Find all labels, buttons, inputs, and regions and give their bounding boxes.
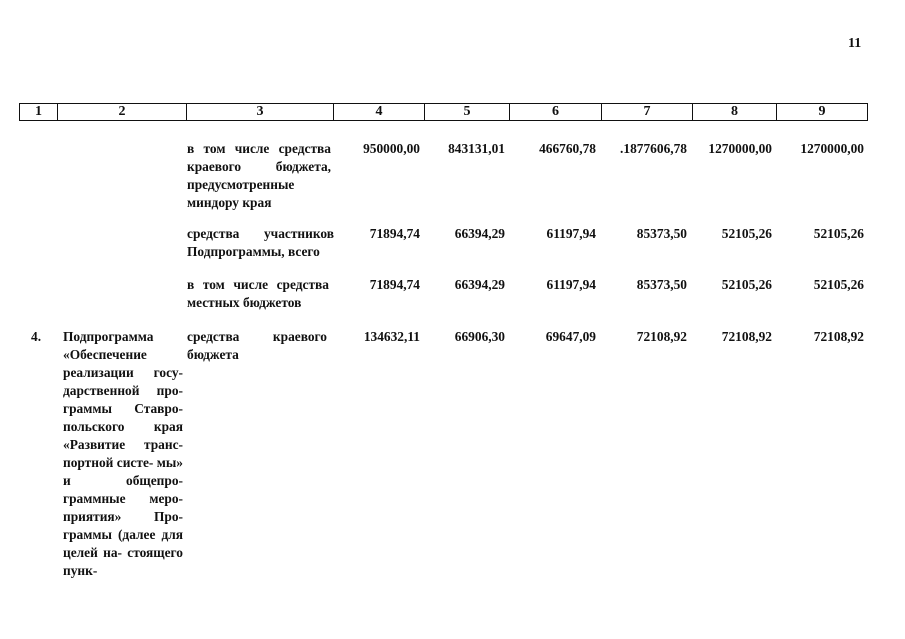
value-cell: 61197,94 (546, 226, 596, 241)
value-cell: 843131,01 (448, 141, 505, 156)
row-description: средства участников Подпрограммы, всего (187, 226, 334, 259)
value-cell: 85373,50 (636, 226, 687, 241)
header-col-7: 7 (602, 104, 693, 121)
value-cell: 72108,92 (721, 329, 772, 344)
row-description: средства краевого бюджета (187, 329, 327, 362)
value-cell: 71894,74 (369, 277, 420, 292)
value-cell: 1270000,00 (800, 141, 864, 156)
value-cell: .1877606,78 (620, 141, 687, 156)
value-cell: 69647,09 (545, 329, 596, 344)
value-cell: 52105,26 (721, 226, 772, 241)
value-cell: 52105,26 (721, 277, 772, 292)
header-col-2: 2 (58, 104, 187, 121)
value-cell: 52105,26 (813, 226, 864, 241)
header-col-1: 1 (20, 104, 58, 121)
value-cell: 66906,30 (454, 329, 505, 344)
row-description: в том числе средства местных бюджетов (187, 277, 329, 310)
header-col-3: 3 (187, 104, 334, 121)
header-col-9: 9 (777, 104, 868, 121)
value-cell: 85373,50 (636, 277, 687, 292)
value-cell: 466760,78 (539, 141, 596, 156)
value-cell: 72108,92 (813, 329, 864, 344)
subprogram-title: Подпрограмма «Обеспечение реализации госу- дарственной про- граммы Ставро- польского края «Развитие транс- портной систе- мы» и общепро- граммные меро- приятия» Про- граммы (далее для целей на- стоящего пунк- (63, 329, 183, 578)
row-description: в том числе средства краевого бюджета, предусмотренные миндору края (187, 141, 331, 210)
value-cell: 72108,92 (636, 329, 687, 344)
header-col-5: 5 (425, 104, 510, 121)
value-cell: 66394,29 (454, 226, 505, 241)
value-cell: 950000,00 (363, 141, 420, 156)
value-cell: 61197,94 (546, 277, 596, 292)
header-col-4: 4 (334, 104, 425, 121)
header-row (20, 104, 868, 121)
page-number: 11 (848, 36, 862, 51)
header-col-6: 6 (510, 104, 602, 121)
value-cell: 52105,26 (813, 277, 864, 292)
value-cell: 66394,29 (454, 277, 505, 292)
value-cell: 134632,11 (363, 329, 420, 344)
value-cell: 1270000,00 (708, 141, 772, 156)
row-number: 4. (31, 329, 42, 344)
header-col-8: 8 (693, 104, 777, 121)
column-number-header (19, 103, 868, 121)
value-cell: 71894,74 (369, 226, 420, 241)
